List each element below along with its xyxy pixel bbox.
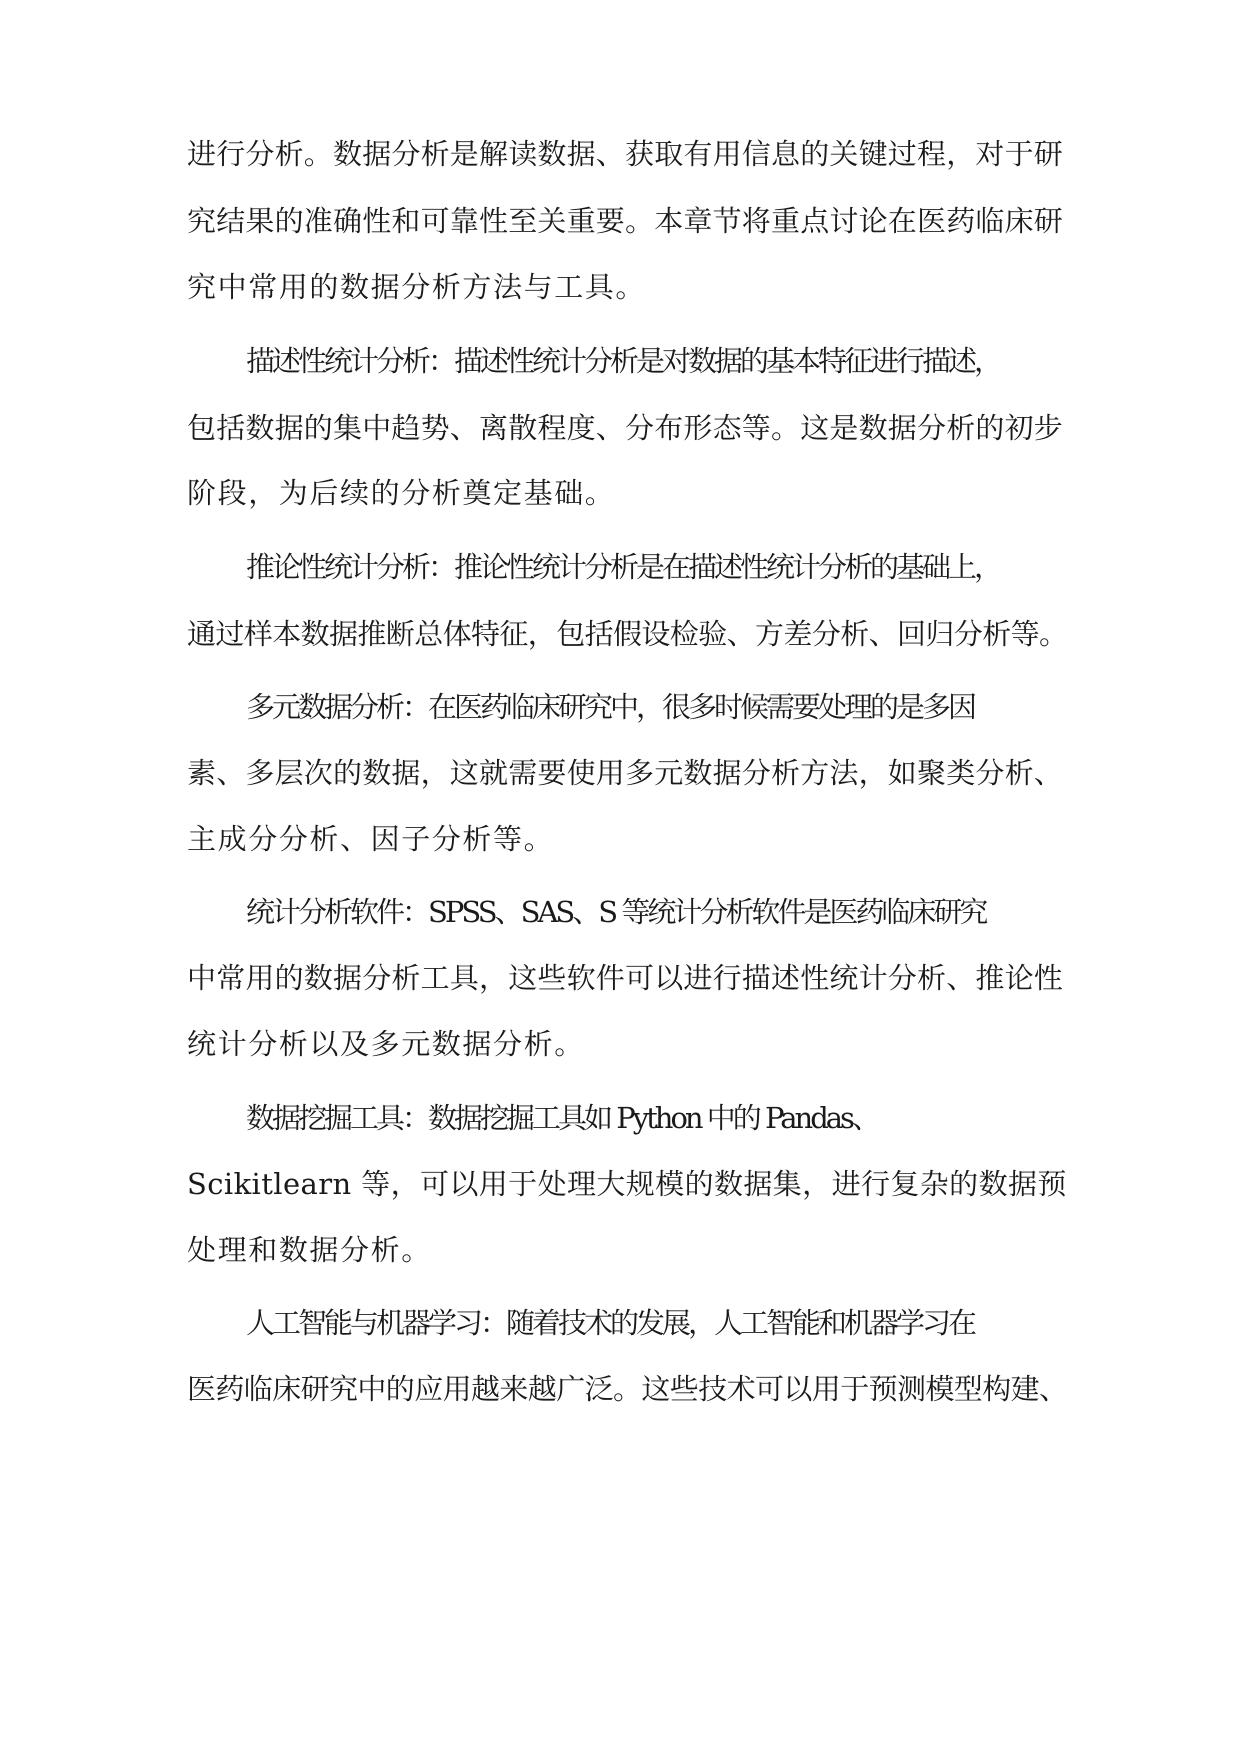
text-line: 统计分析以及多元数据分析。 [187, 1027, 585, 1061]
text-line: 素、多层次的数据，这就需要使用多元数据分析方法，如聚类分析、 [187, 756, 1064, 790]
paragraph-descriptive-statistics: 描述性统计分析：描述性统计分析是对数据的基本特征进行描述， [246, 344, 1001, 378]
text-line: Scikitlearn 等，可以用于处理大规模的数据集，进行复杂的数据预 [187, 1167, 1067, 1201]
text-line: 究结果的准确性和可靠性至关重要。本章节将重点讨论在医药临床研 [187, 204, 1064, 238]
text-line: 进行分析。数据分析是解读数据、获取有用信息的关键过程，对于研 [187, 137, 1064, 171]
paragraph-data-mining-tools: 数据挖掘工具：数据挖掘工具如 Python 中的 Pandas、 [246, 1101, 878, 1135]
paragraph-multivariate-analysis: 多元数据分析：在医药临床研究中，很多时候需要处理的是多因 [246, 690, 975, 724]
text-line: 医药临床研究中的应用越来越广泛。这些技术可以用于预测模型构建、 [187, 1372, 1068, 1406]
paragraph-inferential-statistics: 推论性统计分析：推论性统计分析是在描述性统计分析的基础上， [246, 550, 1001, 584]
text-line: 处理和数据分析。 [187, 1233, 432, 1267]
text-line: 包括数据的集中趋势、离散程度、分布形态等。这是数据分析的初步 [187, 411, 1064, 445]
paragraph-ai-machine-learning: 人工智能与机器学习：随着技术的发展，人工智能和机器学习在 [246, 1306, 975, 1340]
text-line: 主成分分析、因子分析等。 [187, 822, 555, 856]
paragraph-statistical-software: 统计分析软件：SPSS、SAS、S 等统计分析软件是医药临床研究 [246, 895, 986, 929]
text-line: 中常用的数据分析工具，这些软件可以进行描述性统计分析、推论性 [187, 961, 1064, 995]
text-line: 通过样本数据推断总体特征，包括假设检验、方差分析、回归分析等。 [187, 617, 1068, 651]
text-line: 究中常用的数据分析方法与工具。 [187, 270, 647, 304]
text-line: 阶段，为后续的分析奠定基础。 [187, 476, 616, 510]
